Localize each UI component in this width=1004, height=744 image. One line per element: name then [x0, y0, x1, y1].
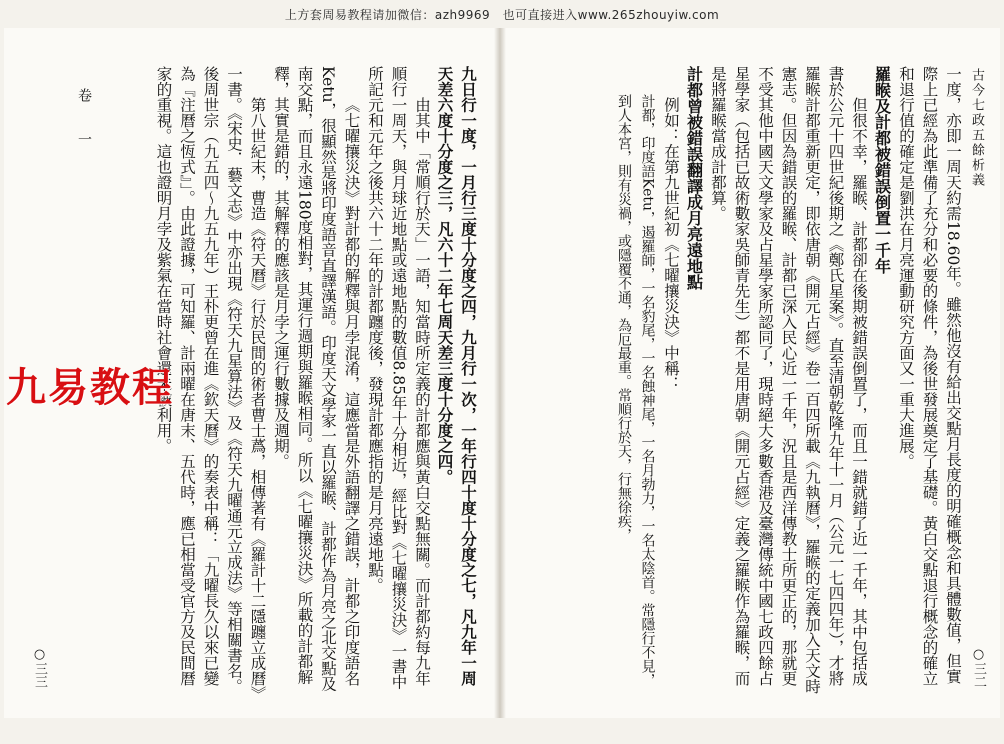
- right-page-text: [508, 66, 964, 694]
- right-page-number: ○三二: [971, 647, 986, 688]
- right-page: [500, 28, 1000, 718]
- body-paragraph: 由其中「常順行於天」一語，知當時所定義的計都應與黃白交點無關。而計都約每九年順行一周天，與月球近地點或遠地點的數值8.85年十分相近，經比對《七曜攘災決》一書中所記元和元年之後共六十二年的計都躔度後，發現計都應指的是月亮遠地點。: [366, 66, 431, 690]
- volume-label: 卷一: [76, 88, 92, 176]
- body-paragraph: 但很不幸，羅睺、計都卻在後期被錯誤倒置了，而且一錯就錯了近一千年，其中包括成書於公元十四世紀後期之《鄭氏星案》。直至清朝乾隆九年十一月（公元一七四四年），才將羅睺計都重新更定，即依唐朝《開元占經》卷一百四所載《九執曆》，羅睺的定義加入天文時憲志。但因為錯誤的羅睺、計都已深入民心近一千年，況且是西洋傳教士所更正的，那就更不受其他中國天文學家及占星學家所認同了，現時絕大多數香港及臺灣傳統中國七政四餘占星學家（包括已故術數家吳師青先生）都不是用唐朝《開元占經》定義之羅睺作為羅睺，而是將羅睺當成計都算。: [709, 66, 868, 694]
- left-page-number: ○三三: [32, 647, 47, 688]
- watermark-banner: 上方套周易教程请加微信：azh9969 也可直接进入www.265zhouyiw.com: [284, 8, 720, 22]
- body-paragraph: 一度，亦即一周天約需18.60年。雖然他沒有給出交點月長度的明確概念和具體數值，但實際上已經為此準備了充分和必要的條件，為後世發展奠定了基礎。黃白交點退行概念的確立和退行值的確定是劉洪在月亮運動研究方面又一重大進展。: [897, 66, 962, 686]
- section-heading: 計都曾被錯誤翻譯成月亮遠地點: [684, 66, 704, 290]
- site-logo: 九易教程: [6, 365, 174, 411]
- quoted-passage: 計都，印度語Ketu，遏羅師，一名豹尾，一名蝕神尾，一名月勃力，一名太陰首。常隱行不見，到人本宮，則有災禍，或隱覆不通，為厄最重。常順行於天，行無徐疾，: [616, 94, 656, 688]
- section-heading: 羅睺及計都被錯誤倒置一千年: [872, 66, 892, 274]
- running-head: 古今七政五餘析義: [969, 68, 984, 188]
- body-paragraph: 第八世紀末，曹造《符天曆》行於民間的術者曹士蔿，相傳著有《羅計十二隱躔立成曆》一書。《宋史．藝文志》中亦出現《符天九星算法》及《符天九曜通元立成法》等相關書名。後周世宗（九五四～九五九年）王朴更曾在進《欽天曆》的奏表中稱：「九曜長久以來已變為『注曆之恆式』」。由此證據，可知羅、計兩曜在唐末、五代時，應已相當受官方及民間曆家的重視。這也證明月孛及紫氣在當時社會還未被利用。: [154, 66, 267, 694]
- bold-passage: 九日行一度，一月行三度十分度之四，九月行一次，一年行四十度十分度之七，凡九年一周天差六度十分度之三，凡六十二年七周天差三度十分度之四。: [435, 66, 478, 686]
- body-paragraph: 《七曜攘災決》對計都的解釋與月孛混淆，這應當是外語翻譯之錯誤，計都之印度語名Ketu，很顯然是將印度語音直譯漢語。印度天文學家一直以羅睺、計都作為月亮之北交點及南交點，而且永遠180度相對，其運行週期與羅睺相同。所以《七曜攘災決》所載的計都解釋，其實是錯的，其解釋的應該是月孛之運行數據及週期。: [272, 66, 361, 692]
- body-paragraph: 例如：在第九世紀初《七曜攘災決》中稱：: [662, 97, 680, 392]
